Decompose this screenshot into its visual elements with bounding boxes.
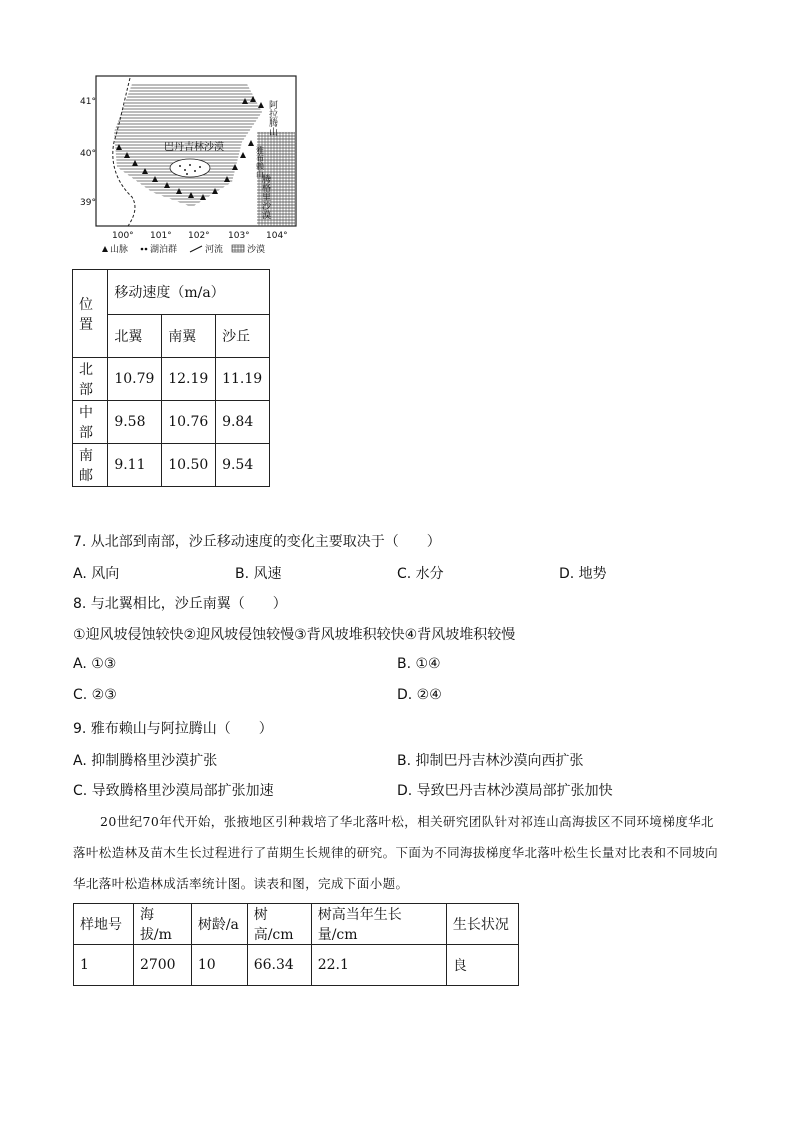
lon-label-101: 101° [150,231,172,241]
col-header-north-wing: 北翼 [108,315,162,358]
col-header: 树高/cm [247,904,311,945]
q8-statements: ①迎风坡侵蚀较快②迎风坡侵蚀较慢③背风坡堆积较快④背风坡堆积较慢 [73,627,516,643]
q8-stem: 8. 与北翼相比，沙丘南翼（ ） [73,596,287,612]
table-header-row [74,904,519,945]
col-header: 海拔/m [133,904,191,945]
q7-option-d[interactable]: D. 地势 [559,566,607,582]
desert-label: 巴丹吉林沙漠 [164,142,224,153]
cell: 10.50 [162,444,216,487]
q8-option-c[interactable]: C. ②③ [73,687,117,703]
q7-option-b[interactable]: B. 风速 [235,566,282,582]
cell: 11.19 [216,358,270,401]
lat-label-40: 40° [80,149,96,159]
lon-label-100: 100° [112,231,134,241]
growth-table [73,903,519,986]
legend-lakes: 湖泊群 [150,245,178,255]
desert-map [72,72,302,262]
cell: 1 [74,945,134,986]
q7-stem: 7. 从北部到南部，沙丘移动速度的变化主要取决于（ ） [73,534,441,550]
table-row [73,444,270,487]
table-row [73,358,270,401]
cell: 9.54 [216,444,270,487]
col-header: 树高当年生长量/cm [311,904,446,945]
lon-label-102: 102° [188,231,210,241]
row-pos: 中部 [73,401,108,444]
map-legend [102,243,265,255]
q9-option-c[interactable]: C. 导致腾格里沙漠局部扩张加速 [73,783,274,799]
q7-option-a[interactable]: A. 风向 [73,566,120,582]
q9-stem: 9. 雅布赖山与阿拉腾山（ ） [73,721,273,737]
dune-speed-table [72,269,270,487]
cell: 9.58 [108,401,162,444]
position-header: 位置 [73,270,108,358]
cell: 10.76 [162,401,216,444]
speed-group-header: 移动速度（m/a） [108,270,270,315]
legend-desert: 沙漠 [247,245,266,255]
row-pos: 南邮 [73,444,108,487]
col-header-south-wing: 南翼 [162,315,216,358]
legend-mountain: 山脉 [110,245,129,255]
col-header: 样地号 [74,904,134,945]
lat-label-39: 39° [80,198,96,208]
cell: 2700 [133,945,191,986]
q9-option-a[interactable]: A. 抑制腾格里沙漠扩张 [73,753,218,769]
cell: 12.19 [162,358,216,401]
col-header: 生长状况 [446,904,518,945]
q9-option-b[interactable]: B. 抑制巴丹吉林沙漠向西扩张 [397,753,584,769]
desert-map-figure [72,72,302,262]
cell: 良 [446,945,518,986]
table-row [74,945,519,986]
cell: 9.11 [108,444,162,487]
cell: 10.79 [108,358,162,401]
col-header: 树龄/a [191,904,247,945]
legend-river: 河流 [205,245,224,255]
passage-text: 20世纪70年代开始，张掖地区引种栽培了华北落叶松，相关研究团队针对祁连山高海拔区不同环境梯度华北落叶松造林及苗木生长过程进行了苗期生长规律的研究。下面为不同海拔梯度华北落叶松生长量对比表和不同坡向华北落叶松造林成活率统计图。读表和图，完成下面小题。 [73,814,719,891]
lake-group [170,159,210,177]
lon-label-103: 103° [228,231,250,241]
desert-label-tengger: 腾格里沙漠 [260,174,270,219]
cell: 66.34 [247,945,311,986]
q9-option-d[interactable]: D. 导致巴丹吉林沙漠局部扩张加快 [397,783,613,799]
mountain-label-alateng: 阿拉腾山 [267,100,277,136]
q8-option-a[interactable]: A. ①③ [73,656,117,672]
q7-option-c[interactable]: C. 水分 [397,566,444,582]
lon-label-104: 104° [266,231,288,241]
q8-option-d[interactable]: D. ②④ [397,687,442,703]
cell: 22.1 [311,945,446,986]
cell: 10 [191,945,247,986]
row-pos: 北部 [73,358,108,401]
q8-option-b[interactable]: B. ①④ [397,656,441,672]
table-row [73,401,270,444]
cell: 9.84 [216,401,270,444]
lat-label-41: 41° [80,97,96,107]
mountain-label-yabulai: 雅布赖山 [255,146,265,178]
col-header-dune: 沙丘 [216,315,270,358]
